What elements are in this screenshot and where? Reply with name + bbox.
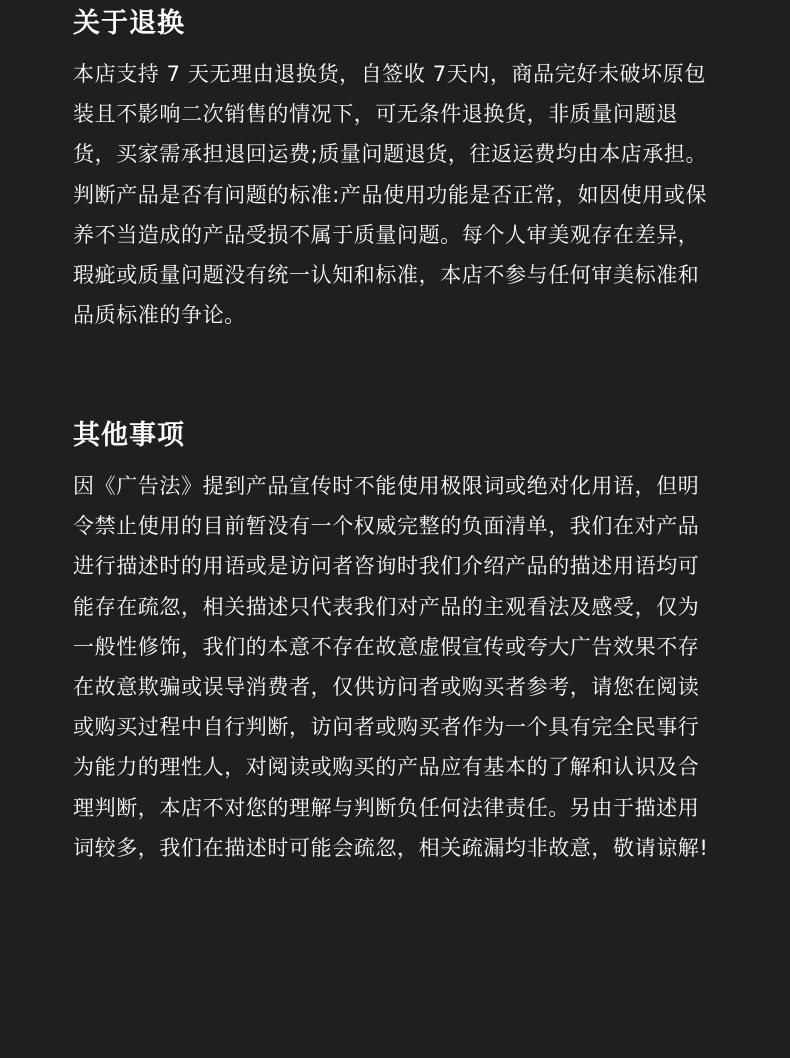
other-matters-section bbox=[73, 416, 719, 868]
returns-body: 本店支持 7 天无理由退换货，自签收 7天内，商品完好未破坏原包装且不影响二次销售的情况下，可无条件退换货，非质量问题退货，买家需承担退回运费;质量问题退货，往返运费均由本店承担。判断产品是否有问题的标准:产品使用功能是否正常，如因使用或保养不当造成的产品受损不属于质量问题。每个人审美观存在差异，瑕疵或质量问题没有统一认知和标准，本店不参与任何审美标准和品质标准的争论。 bbox=[73, 62, 708, 328]
other-matters-title: 其他事项 bbox=[73, 420, 185, 451]
other-matters-body: 因《广告法》提到产品宣传时不能使用极限词或绝对化用语，但明令禁止使用的目前暂没有一个权威完整的负面清单，我们在对产品进行描述时的用语或是访问者咨询时我们介绍产品的描述用语均可能存在疏忽，相关描述只代表我们对产品的主观看法及感受，仅为一般性修饰，我们的本意不存在故意虚假宣传或夸大广告效果不存在故意欺骗或误导消费者，仅供访问者或购买者参考，请您在阅读或购买过程中自行判断，访问者或购买者作为一个具有完全民事行为能力的理性人，对阅读或购买的产品应有基本的了解和认识及合理判断，本店不对您的理解与判断负任何法律责任。另由于描述用词较多，我们在描述时可能会疏忽，相关疏漏均非故意，敬请谅解! bbox=[73, 474, 709, 860]
returns-section bbox=[73, 4, 719, 335]
returns-title: 关于退换 bbox=[73, 8, 185, 39]
